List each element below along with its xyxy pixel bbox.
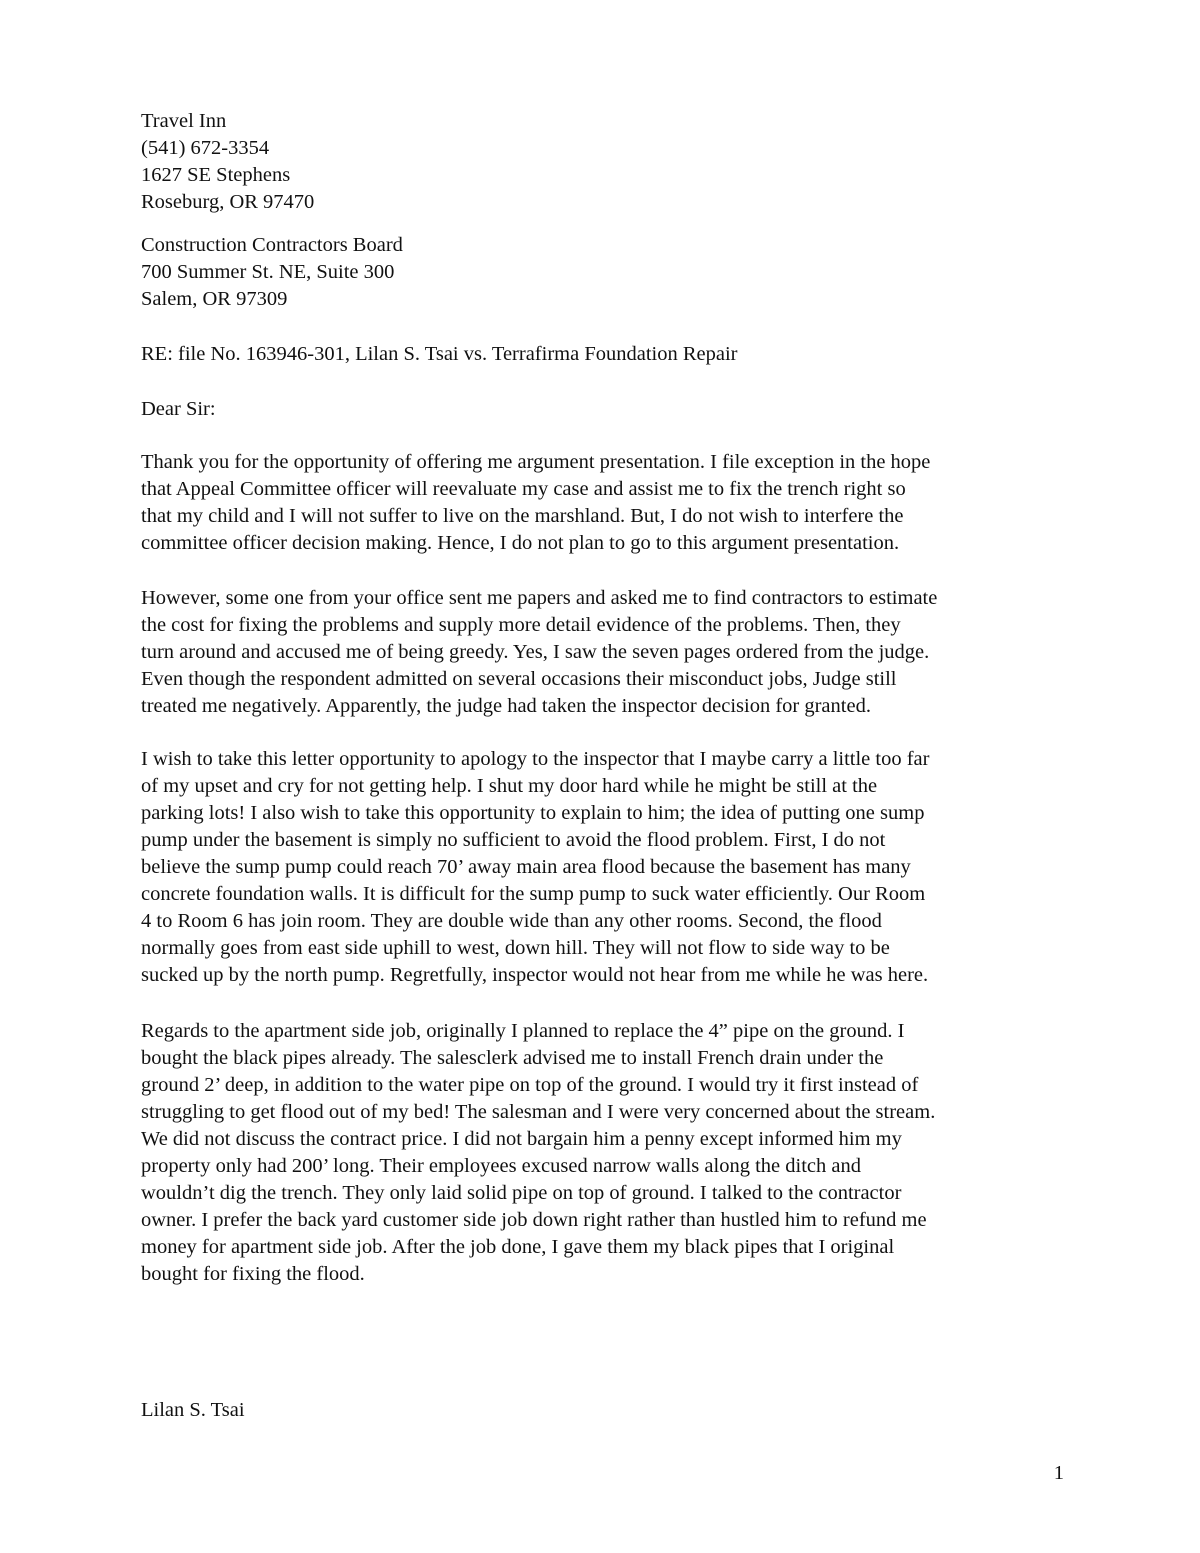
sender-address (141, 108, 1071, 216)
paragraph-line: wouldn’t dig the trench. They only laid solid pipe on top of ground. I talked to the contractor (141, 1182, 902, 1204)
paragraph-line: treated me negatively. Apparently, the judge had taken the inspector decision for granted. (141, 695, 871, 717)
re-line (141, 341, 1071, 368)
paragraph-line: bought for fixing the flood. (141, 1263, 365, 1285)
paragraph-line: sucked up by the north pump. Regretfully, inspector would not hear from me while he was here. (141, 964, 929, 986)
paragraph-line: believe the sump pump could reach 70’ away main area flood because the basement has many (141, 856, 911, 878)
paragraph-line: money for apartment side job. After the job done, I gave them my black pipes that I original (141, 1236, 895, 1258)
paragraph-line: normally goes from east side uphill to west, down hill. They will not flow to side way to be (141, 937, 890, 959)
sender-street: 1627 SE Stephens (141, 164, 291, 186)
salutation (141, 396, 1071, 423)
paragraph-line: However, some one from your office sent me papers and asked me to find contractors to estimate (141, 587, 938, 609)
sender-city: Roseburg, OR 97470 (141, 191, 315, 213)
recipient-name: Construction Contractors Board (141, 234, 403, 256)
paragraph-line: turn around and accused me of being greedy. Yes, I saw the seven pages ordered from the judge. (141, 641, 930, 663)
recipient-city: Salem, OR 97309 (141, 288, 288, 310)
signature (141, 1397, 1071, 1424)
paragraph-line: ground 2’ deep, in addition to the water pipe on top of the ground. I would try it first instead of (141, 1074, 919, 1096)
paragraph-line: bought the black pipes already. The salesclerk advised me to install French drain under the (141, 1047, 884, 1069)
recipient-address (141, 232, 1071, 313)
page-number: 1 (1053, 1462, 1064, 1484)
paragraph-line: concrete foundation walls. It is difficult for the sump pump to suck water efficiently. Our Room (141, 883, 926, 905)
paragraph-1 (141, 449, 1071, 557)
re-line-text: RE: file No. 163946-301, Lilan S. Tsai vs. Terrafirma Foundation Repair (141, 343, 738, 365)
recipient-street: 700 Summer St. NE, Suite 300 (141, 261, 395, 283)
paragraph-line: that Appeal Committee officer will reevaluate my case and assist me to fix the trench right so (141, 478, 906, 500)
sender-phone: (541) 672-3354 (141, 137, 270, 159)
paragraph-line: parking lots! I also wish to take this opportunity to explain to him; the idea of putting one sump (141, 802, 925, 824)
paragraph-line: pump under the basement is simply no sufficient to avoid the flood problem. First, I do not (141, 829, 886, 851)
paragraph-4 (141, 1018, 1071, 1288)
paragraph-line: Regards to the apartment side job, originally I planned to replace the 4” pipe on the ground. I (141, 1020, 905, 1042)
paragraph-line: We did not discuss the contract price. I did not bargain him a penny except informed him my (141, 1128, 902, 1150)
paragraph-line: that my child and I will not suffer to live on the marshland. But, I do not wish to interfere the (141, 505, 904, 527)
paragraph-line: committee officer decision making. Hence, I do not plan to go to this argument presentation. (141, 532, 900, 554)
paragraph-3 (141, 746, 1071, 989)
paragraph-line: Even though the respondent admitted on several occasions their misconduct jobs, Judge still (141, 668, 897, 690)
paragraph-line: I wish to take this letter opportunity to apology to the inspector that I maybe carry a little too far (141, 748, 930, 770)
paragraph-line: owner. I prefer the back yard customer side job down right rather than hustled him to refund me (141, 1209, 927, 1231)
paragraph-line: struggling to get flood out of my bed! The salesman and I were very concerned about the stream. (141, 1101, 936, 1123)
paragraph-line: 4 to Room 6 has join room. They are double wide than any other rooms. Second, the flood (141, 910, 882, 932)
signature-name: Lilan S. Tsai (141, 1399, 245, 1421)
salutation-text: Dear Sir: (141, 398, 216, 420)
paragraph-2 (141, 585, 1071, 720)
sender-name: Travel Inn (141, 110, 227, 132)
paragraph-line: the cost for fixing the problems and supply more detail evidence of the problems. Then, they (141, 614, 901, 636)
paragraph-line: of my upset and cry for not getting help. I shut my door hard while he might be still at the (141, 775, 878, 797)
paragraph-line: Thank you for the opportunity of offering me argument presentation. I file exception in the hope (141, 451, 931, 473)
paragraph-line: property only had 200’ long. Their employees excused narrow walls along the ditch and (141, 1155, 861, 1177)
